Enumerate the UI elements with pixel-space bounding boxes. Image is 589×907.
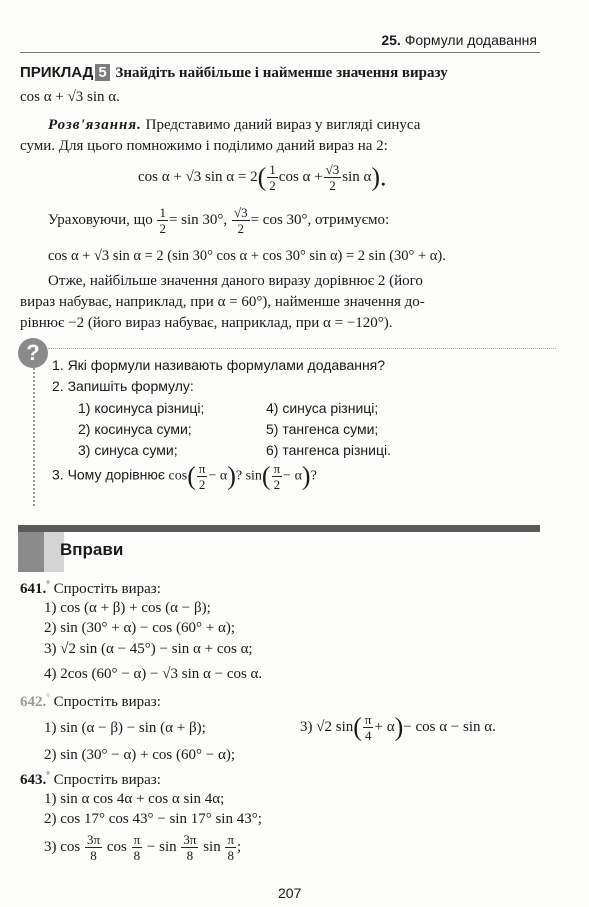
exercise-641-2: 2) sin (30° + α) − cos (60° + α); xyxy=(44,620,235,636)
formula1-left: cos α + √3 sin α = 2 xyxy=(138,168,258,185)
considering-line xyxy=(48,206,389,235)
conclusion-1: Отже, найбільше значення даного виразу дорівнює 2 (його xyxy=(48,273,423,289)
exercises-title: Вправи xyxy=(60,540,124,559)
questions-left-border xyxy=(33,368,35,506)
example-expression: cos α + √3 sin α. xyxy=(20,89,120,105)
eq-cos30: = cos 30°, xyxy=(250,211,312,228)
formula1-b: sin α xyxy=(342,168,372,185)
eq-sin30: = sin 30°, xyxy=(168,211,228,228)
fraction-sqrt3-half-2: $\frac{√3}{2}$ xyxy=(233,205,248,236)
q3-cos: cos xyxy=(168,468,188,484)
exercise-641-heading: 641.° Спростіть вираз: xyxy=(20,579,161,597)
solution-label: Розв'язання. xyxy=(48,117,142,133)
q3-prefix: 3. Чому дорівнює xyxy=(52,466,166,483)
exercises-banner-bar xyxy=(18,525,540,532)
exercise-642-2: 2) sin (30° − α) + cos (60° − α); xyxy=(44,747,235,763)
e642-frac-pi-4: $\frac{\pi}{4}$ xyxy=(364,712,372,743)
conclusion-3: рівнює −2 (його вираз набуває, наприклад, при α = −120°). xyxy=(20,315,393,331)
question-2-item-1: 1) косинуса різниці; xyxy=(78,400,205,416)
question-3: 3. Чому дорівнює cos( $\frac{\pi}{2}$ − α)? sin( $\frac{\pi}{2}$ − α)? xyxy=(52,461,317,492)
section-number: 25. xyxy=(381,32,401,48)
running-header xyxy=(381,32,537,48)
fraction-half: $\frac{1}{2}$ xyxy=(269,162,276,193)
formula-2: cos α + √3 sin α = 2 (sin 30° cos α + cos 30° sin α) = 2 sin (30° + α). xyxy=(48,248,446,264)
exercise-642-3: 3) √2 sin( $\frac{\pi}{4}$ + α)− cos α − sin α. xyxy=(300,712,496,743)
example-label: ПРИКЛАД xyxy=(20,64,94,81)
questions-top-border xyxy=(48,348,556,349)
exercise-643-2: 2) cos 17° cos 43° − sin 17° sin 43°; xyxy=(44,811,262,827)
fraction-half-2: $\frac{1}{2}$ xyxy=(159,205,166,236)
formula-1: cos α + √3 sin α = 2( $\frac{1}{2}$ cos α + $\frac{√3}{2}$ sin α). xyxy=(138,162,387,193)
section-title: Формули додавання xyxy=(404,32,537,48)
example-task: Знайдіть найбільше і найменше значення виразу xyxy=(115,65,448,81)
header-rule xyxy=(20,52,540,53)
conclusion-2: вираз набуває, наприклад, при α = 60°), найменше значення до- xyxy=(20,294,425,310)
question-mark-icon: ? xyxy=(18,338,48,368)
question-2-item-3: 3) синуса суми; xyxy=(78,442,178,458)
considering-text: Ураховуючи, що xyxy=(48,211,153,228)
question-2: 2. Запишіть формулу: xyxy=(52,378,194,394)
formula1-a: cos α + xyxy=(278,168,323,185)
example-number-badge: 5 xyxy=(95,64,109,81)
exercise-641-3: 3) √2 sin (α − 45°) − sin α + cos α; xyxy=(44,641,253,657)
question-1: 1. Які формули називають формулами додавання? xyxy=(52,357,386,373)
exercise-643-heading: 643.° Спростіть вираз: xyxy=(20,770,161,788)
fraction-sqrt3-half: $\frac{√3}{2}$ xyxy=(325,162,340,193)
question-2-item-5: 5) тангенса суми; xyxy=(266,421,379,437)
example-heading xyxy=(20,64,448,82)
question-2-item-2: 2) косинуса суми; xyxy=(78,421,192,437)
exercise-642-1: 1) sin (α − β) − sin (α + β); xyxy=(44,720,206,736)
exercise-643-3: 3) cos $\frac{3\pi}{8}$ cos $\frac{\pi}{8}$ − sin $\frac{3\pi}{8}$ sin $\frac{\pi}{8}$ ; xyxy=(44,832,242,863)
exercise-643-1: 1) sin α cos 4α + cos α sin 4α; xyxy=(44,791,225,807)
q3-frac-1: $\frac{\pi}{2}$ xyxy=(198,461,206,492)
getting-text: отримуємо: xyxy=(315,211,390,228)
solution-line1 xyxy=(48,117,420,134)
solution-text1: Представимо даний вираз у вигляді синуса xyxy=(145,117,421,133)
page-number: 207 xyxy=(278,885,302,901)
q3-frac-2: $\frac{\pi}{2}$ xyxy=(273,461,281,492)
exercise-642-heading: 642.° Спростіть вираз: xyxy=(20,692,161,710)
exercises-banner-block xyxy=(18,532,44,572)
q3-sin: sin xyxy=(245,468,262,484)
solution-line2: суми. Для цього помножимо і поділимо даний вираз на 2: xyxy=(20,138,388,154)
exercise-641-1: 1) cos (α + β) + cos (α − β); xyxy=(44,600,211,616)
exercise-641-4: 4) 2cos (60° − α) − √3 sin α − cos α. xyxy=(44,666,263,682)
question-2-item-6: 6) тангенса різниці. xyxy=(266,442,391,458)
question-2-item-4: 4) синуса різниці; xyxy=(266,400,379,416)
